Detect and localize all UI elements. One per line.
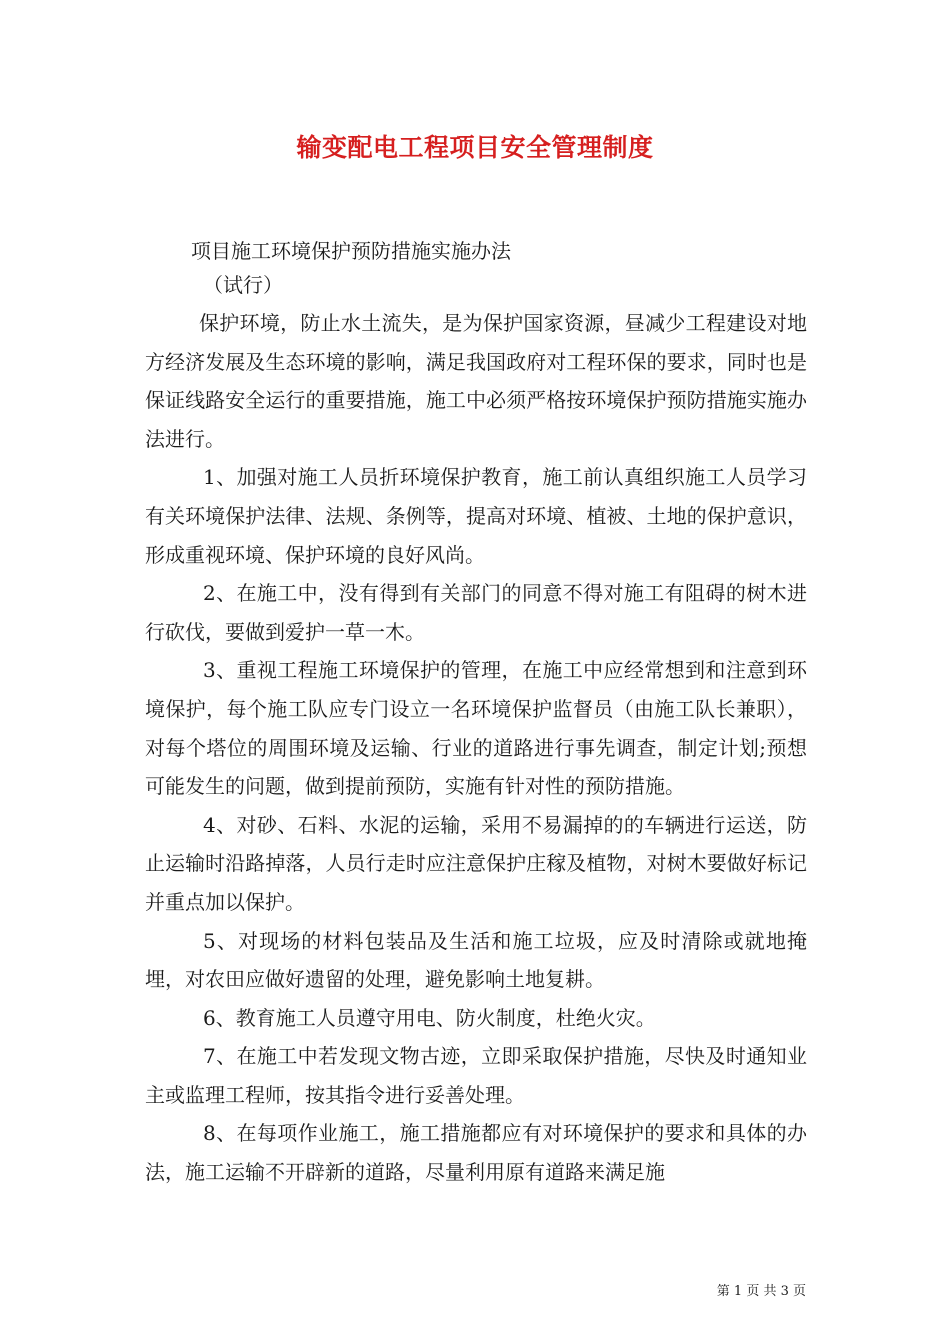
measure-paragraph-6: 6、教育施工人员遵守用电、防火制度，杜绝火灾。 <box>203 1005 656 1030</box>
measure-paragraph-2: 2、在施工中，没有得到有关部门的同意不得对施工有阻碍的树木进行砍伐，要做到爱护一草一木。 <box>145 581 807 644</box>
measure-paragraph-4: 4、对砂、石料、水泥的运输，采用不易漏掉的的车辆进行运送，防止运输时沿路掉落，人员行走时应注意保护庄稼及植物，对树木要做好标记并重点加以保护。 <box>145 812 807 914</box>
document-body <box>145 234 807 1192</box>
measure-paragraph-3: 3、重视工程施工环境保护的管理，在施工中应经常想到和注意到环境保护，每个施工队应专门设立一名环境保护监督员（由施工队长兼职），对每个塔位的周围环境及运输、行业的道路进行事先调查，制定计划;预想可能发生的问题，做到提前预防，实施有针对性的预防措施。 <box>145 658 807 799</box>
measure-paragraph-8: 8、在每项作业施工，施工措施都应有对环境保护的要求和具体的办法，施工运输不开辟新的道路，尽量利用原有道路来满足施 <box>145 1121 807 1185</box>
trial-note: （试行） <box>203 273 283 297</box>
intro-paragraph: 保护环境，防止水土流失，是为保护国家资源，昼减少工程建设对地方经济发展及生态环境的影响，满足我国政府对工程环保的要求，同时也是保证线路安全运行的重要措施，施工中必须严格按环境保护预防措施实施办法进行。 <box>145 311 807 451</box>
document-subtitle: 项目施工环境保护预防措施实施办法 <box>191 239 511 263</box>
measure-paragraph-7: 7、在施工中若发现文物古迹，立即采取保护措施，尽快及时通知业主或监理工程师，按其指令进行妥善处理。 <box>145 1044 807 1107</box>
page-indicator: 第 1 页 共 3 页 <box>716 1284 806 1299</box>
measure-paragraph-5: 5、对现场的材料包装品及生活和施工垃圾，应及时清除或就地掩埋，对农田应做好遗留的处理，避免影响土地复耕。 <box>145 928 807 992</box>
document-title: 输变配电工程项目安全管理制度 <box>296 133 654 162</box>
measure-paragraph-1: 1、加强对施工人员折环境保护教育，施工前认真组织施工人员学习有关环境保护法律、法规、条例等，提高对环境、植被、土地的保护意识，形成重视环境、保护环境的良好风尚。 <box>145 465 807 567</box>
